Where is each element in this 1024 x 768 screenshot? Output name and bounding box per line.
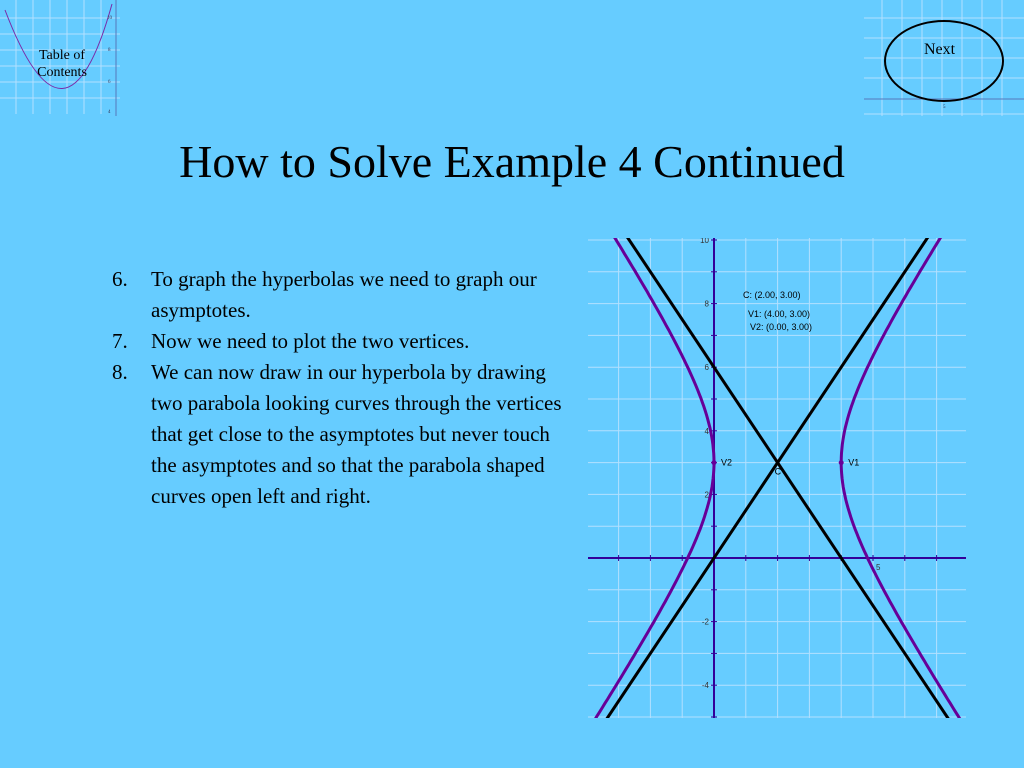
ellipse-thumbnail-icon: [864, 0, 1024, 118]
step-text: Now we need to plot the two vertices.: [151, 329, 470, 353]
steps-list: [112, 264, 572, 512]
table-of-contents-label[interactable]: Table of Contents: [37, 48, 87, 80]
next-axis-tick-label: 5: [943, 105, 946, 110]
coordinate-annotation: V2: (0.00, 3.00): [750, 322, 813, 332]
next-link[interactable]: [864, 0, 1024, 118]
step-number: 7.: [112, 329, 128, 353]
y-tick-label: 10: [700, 238, 709, 245]
coordinate-annotation: V1: (4.00, 3.00): [748, 309, 811, 319]
point-label-v1: V1: [848, 457, 860, 468]
y-tick-label: -2: [701, 617, 709, 627]
point-label-c: C: [774, 466, 782, 477]
step-number: 6.: [112, 267, 128, 291]
step-text: We can now draw in our hyperbola by drawing two parabola looking curves through the vertices that get close to the asymptotes but never touch the asymptotes and so that the parabola shaped curves open left and right.: [151, 360, 562, 508]
y-tick-label: -4: [701, 681, 709, 691]
step-item: [112, 264, 572, 326]
y-tick-label: 6: [704, 363, 709, 373]
y-tick-label: 8: [704, 299, 709, 309]
y-tick-label: 2: [704, 490, 709, 500]
x-tick-label: 5: [876, 563, 881, 572]
vertex-point-v2: [712, 460, 717, 465]
table-of-contents-link[interactable]: [0, 0, 122, 116]
toc-axis-tick-label: 8: [108, 48, 111, 53]
coordinate-annotation: C: (2.00, 3.00): [743, 290, 801, 300]
step-item: [112, 357, 572, 512]
step-item: [112, 326, 572, 357]
slide-title: How to Solve Example 4 Continued: [179, 136, 845, 187]
step-text: To graph the hyperbolas we need to graph our asymptotes.: [151, 267, 537, 322]
toc-axis-tick-label: 6: [108, 80, 111, 85]
toc-axis-tick-label: 4: [108, 110, 111, 115]
hyperbola-graph: [588, 238, 966, 718]
step-number: 8.: [112, 360, 128, 384]
vertex-point-v1: [839, 460, 844, 465]
y-tick-label: 4: [704, 426, 709, 436]
point-label-v2: V2: [721, 457, 733, 468]
toc-axis-tick-label: 10: [107, 16, 112, 21]
next-label[interactable]: Next: [924, 41, 956, 58]
